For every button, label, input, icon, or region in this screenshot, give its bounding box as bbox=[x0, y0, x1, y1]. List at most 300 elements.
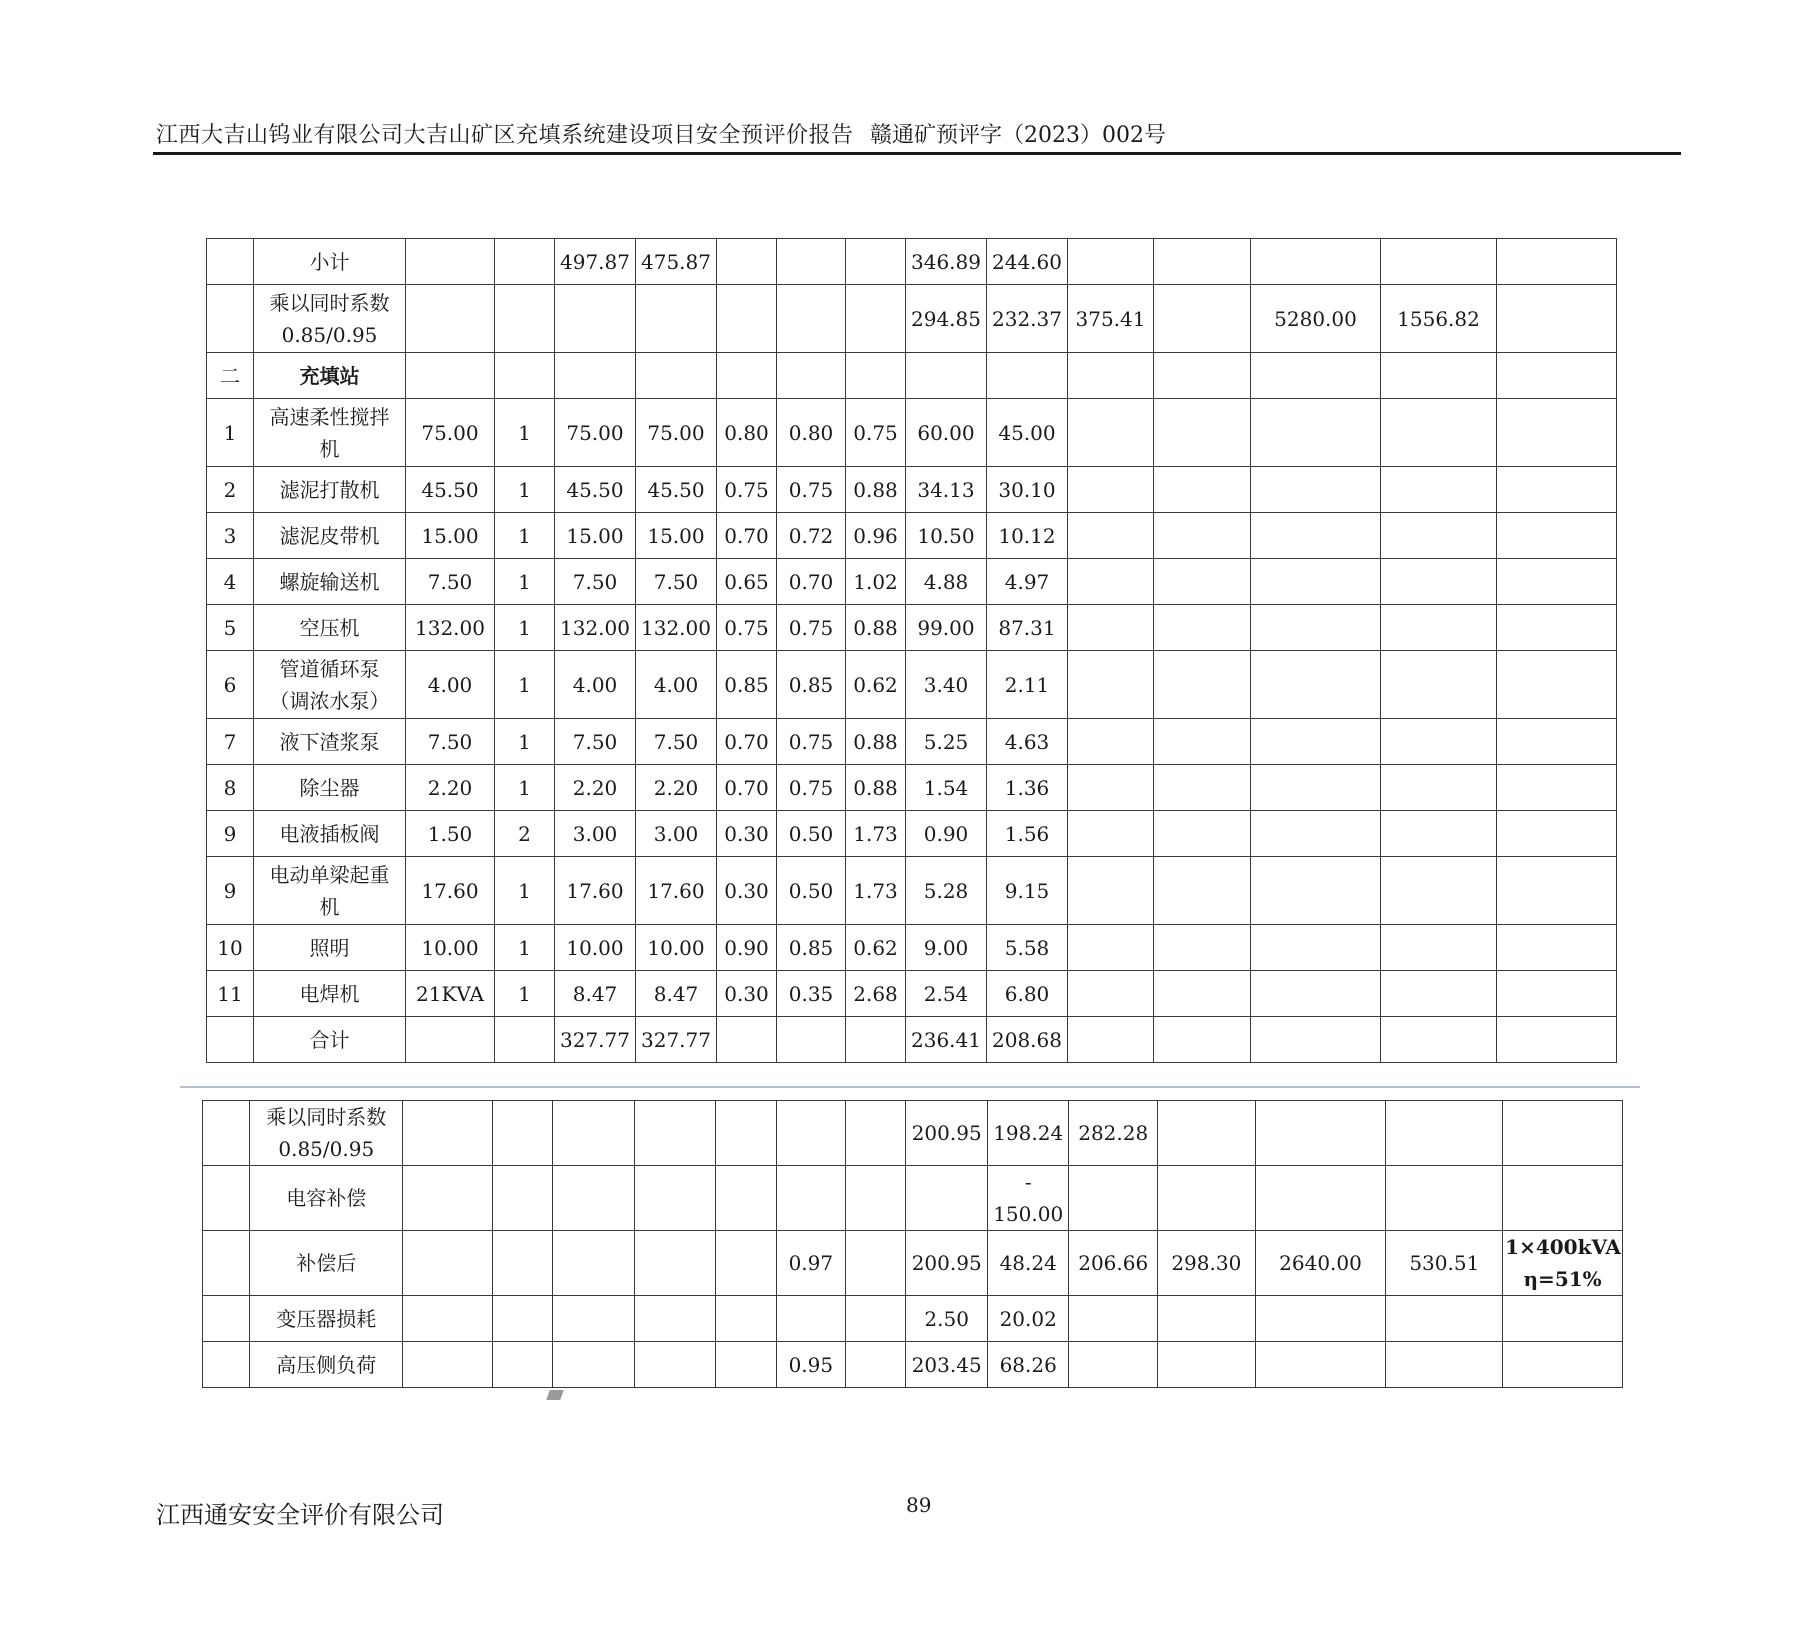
table-cell bbox=[1068, 399, 1154, 467]
table-row bbox=[207, 925, 1617, 971]
table-cell: 8.47 bbox=[555, 971, 636, 1017]
table-cell: 203.45 bbox=[906, 1342, 988, 1388]
table-cell: 9.00 bbox=[906, 925, 987, 971]
table-cell bbox=[846, 1166, 906, 1231]
table-cell bbox=[1381, 605, 1497, 651]
table-cell bbox=[406, 1017, 495, 1063]
table-cell bbox=[403, 1231, 493, 1296]
item-name-cell: 乘以同时系数 0.85/0.95 bbox=[254, 285, 406, 353]
table-cell bbox=[1381, 811, 1497, 857]
table-cell: 7.50 bbox=[555, 559, 636, 605]
table-cell: 3.00 bbox=[636, 811, 717, 857]
table-cell: 1.50 bbox=[406, 811, 495, 857]
table-cell bbox=[492, 1342, 552, 1388]
item-name-cell: 补偿后 bbox=[250, 1231, 403, 1296]
table-cell: 0.30 bbox=[717, 811, 777, 857]
table-cell: 0.30 bbox=[717, 971, 777, 1017]
table-cell bbox=[1154, 605, 1251, 651]
item-name-cell: 电液插板阀 bbox=[254, 811, 406, 857]
table-cell: 0.90 bbox=[717, 925, 777, 971]
table-cell bbox=[1381, 1017, 1497, 1063]
item-name-cell: 乘以同时系数 0.85/0.95 bbox=[250, 1101, 403, 1166]
table-cell: 17.60 bbox=[636, 857, 717, 925]
item-name-cell: 小计 bbox=[254, 239, 406, 285]
table-cell bbox=[777, 239, 846, 285]
table-cell: 530.51 bbox=[1386, 1231, 1503, 1296]
header-doc-number: 赣通矿预评字（2023）002号 bbox=[870, 123, 1166, 148]
table-cell: 3.40 bbox=[906, 651, 987, 719]
table-cell bbox=[1497, 925, 1617, 971]
table-cell: 45.50 bbox=[636, 467, 717, 513]
table-cell: 1 bbox=[495, 651, 555, 719]
table-cell bbox=[776, 1296, 845, 1342]
table-cell: 1556.82 bbox=[1381, 285, 1497, 353]
table-cell: 0.85 bbox=[717, 651, 777, 719]
table-cell bbox=[207, 1017, 254, 1063]
table-cell: 9 bbox=[207, 857, 254, 925]
table-cell: 7.50 bbox=[406, 559, 495, 605]
table-cell bbox=[203, 1166, 250, 1231]
table-cell bbox=[1497, 239, 1617, 285]
table-cell bbox=[716, 1166, 776, 1231]
table-cell bbox=[987, 353, 1068, 399]
table-cell: 30.10 bbox=[987, 467, 1068, 513]
table-cell bbox=[1381, 719, 1497, 765]
table-cell bbox=[1255, 1166, 1386, 1231]
table-cell: 2.20 bbox=[406, 765, 495, 811]
table-cell: 0.70 bbox=[717, 513, 777, 559]
table-cell: 5 bbox=[207, 605, 254, 651]
table-cell bbox=[207, 239, 254, 285]
item-name-cell: 滤泥皮带机 bbox=[254, 513, 406, 559]
table-cell: 1 bbox=[495, 765, 555, 811]
table-cell bbox=[1158, 1101, 1256, 1166]
table-cell bbox=[553, 1231, 635, 1296]
table-cell: 2.54 bbox=[906, 971, 987, 1017]
item-name-cell: 变压器损耗 bbox=[250, 1296, 403, 1342]
table-cell: 87.31 bbox=[987, 605, 1068, 651]
table-cell bbox=[636, 353, 717, 399]
table-cell bbox=[1068, 765, 1154, 811]
table-row bbox=[207, 605, 1617, 651]
table-row bbox=[207, 765, 1617, 811]
table-cell bbox=[1497, 971, 1617, 1017]
item-name-cell: 高速柔性搅拌 机 bbox=[254, 399, 406, 467]
table-cell bbox=[1381, 765, 1497, 811]
table-cell bbox=[1497, 605, 1617, 651]
table-cell: 10.00 bbox=[406, 925, 495, 971]
table-cell bbox=[1386, 1101, 1503, 1166]
table-cell: 7.50 bbox=[636, 559, 717, 605]
table-cell: 200.95 bbox=[906, 1101, 988, 1166]
table-cell bbox=[1251, 513, 1381, 559]
table-cell bbox=[1497, 719, 1617, 765]
table-cell: 1.54 bbox=[906, 765, 987, 811]
table-cell bbox=[716, 1342, 776, 1388]
table-cell: 0.70 bbox=[717, 719, 777, 765]
table-cell bbox=[492, 1166, 552, 1231]
table-cell: 375.41 bbox=[1068, 285, 1154, 353]
table-cell: 1.73 bbox=[846, 811, 906, 857]
table-cell bbox=[1068, 559, 1154, 605]
table-cell bbox=[1069, 1296, 1158, 1342]
table-cell: 9.15 bbox=[987, 857, 1068, 925]
table-cell bbox=[1068, 513, 1154, 559]
table-cell: 5.25 bbox=[906, 719, 987, 765]
table-cell bbox=[1255, 1101, 1386, 1166]
load-table-part-2 bbox=[202, 1100, 1623, 1388]
table-cell bbox=[846, 1342, 906, 1388]
table-cell: 294.85 bbox=[906, 285, 987, 353]
table-cell: 75.00 bbox=[555, 399, 636, 467]
table-cell: 0.35 bbox=[777, 971, 846, 1017]
table-cell: 1.36 bbox=[987, 765, 1068, 811]
table-cell bbox=[1154, 559, 1251, 605]
table-cell: 4.00 bbox=[636, 651, 717, 719]
table-cell: 132.00 bbox=[555, 605, 636, 651]
table-cell: 7 bbox=[207, 719, 254, 765]
table-cell bbox=[1381, 239, 1497, 285]
table-cell bbox=[1154, 971, 1251, 1017]
table-cell: 20.02 bbox=[987, 1296, 1069, 1342]
table-cell: 0.72 bbox=[777, 513, 846, 559]
item-name-cell: 滤泥打散机 bbox=[254, 467, 406, 513]
table-cell: 11 bbox=[207, 971, 254, 1017]
table-cell bbox=[846, 1296, 906, 1342]
table-cell: 327.77 bbox=[636, 1017, 717, 1063]
table-cell: 0.75 bbox=[777, 467, 846, 513]
table-cell bbox=[403, 1296, 493, 1342]
table-cell bbox=[1068, 1017, 1154, 1063]
table-cell bbox=[776, 1101, 845, 1166]
table-cell: 5280.00 bbox=[1251, 285, 1381, 353]
table-cell bbox=[1154, 857, 1251, 925]
table-cell: 244.60 bbox=[987, 239, 1068, 285]
item-name-cell: 充填站 bbox=[254, 353, 406, 399]
table-cell: 34.13 bbox=[906, 467, 987, 513]
table-cell bbox=[495, 239, 555, 285]
table-cell bbox=[1068, 239, 1154, 285]
table-cell bbox=[846, 1231, 906, 1296]
table-row bbox=[207, 1017, 1617, 1063]
table-cell: 48.24 bbox=[987, 1231, 1069, 1296]
table-cell: 282.28 bbox=[1069, 1101, 1158, 1166]
table-cell: 200.95 bbox=[906, 1231, 988, 1296]
table-cell bbox=[492, 1101, 552, 1166]
table-row bbox=[207, 971, 1617, 1017]
table-cell bbox=[716, 1231, 776, 1296]
item-name-cell: 高压侧负荷 bbox=[250, 1342, 403, 1388]
table-cell bbox=[1503, 1101, 1623, 1166]
table-cell: 5.28 bbox=[906, 857, 987, 925]
table-cell: 2 bbox=[495, 811, 555, 857]
table-cell: 0.95 bbox=[776, 1342, 845, 1388]
table-cell bbox=[716, 1101, 776, 1166]
table-cell bbox=[403, 1342, 493, 1388]
item-name-cell: 除尘器 bbox=[254, 765, 406, 811]
table-row bbox=[207, 285, 1617, 353]
table-cell bbox=[495, 1017, 555, 1063]
table-cell: 1 bbox=[495, 605, 555, 651]
table-cell: 7.50 bbox=[636, 719, 717, 765]
table-cell bbox=[1154, 239, 1251, 285]
table-cell bbox=[636, 285, 717, 353]
table-cell bbox=[1497, 399, 1617, 467]
table-cell: 68.26 bbox=[987, 1342, 1069, 1388]
table-cell: 9 bbox=[207, 811, 254, 857]
table-cell bbox=[1497, 285, 1617, 353]
table-cell bbox=[1154, 1017, 1251, 1063]
table-cell: - 150.00 bbox=[987, 1166, 1069, 1231]
table-cell: 45.50 bbox=[555, 467, 636, 513]
table-cell bbox=[1068, 857, 1154, 925]
table-cell bbox=[634, 1166, 716, 1231]
header-rule bbox=[153, 152, 1681, 155]
table-cell: 4.00 bbox=[555, 651, 636, 719]
table-cell: 206.66 bbox=[1069, 1231, 1158, 1296]
table-cell bbox=[1069, 1342, 1158, 1388]
table-row bbox=[203, 1231, 1623, 1296]
table-cell: 1 bbox=[495, 719, 555, 765]
page-join-separator bbox=[180, 1086, 1640, 1088]
table-cell bbox=[1251, 765, 1381, 811]
table-cell: 2 bbox=[207, 467, 254, 513]
table-cell bbox=[1381, 467, 1497, 513]
table-cell bbox=[1154, 925, 1251, 971]
table-cell bbox=[1386, 1296, 1503, 1342]
table-cell: 0.75 bbox=[777, 765, 846, 811]
table-cell bbox=[1381, 857, 1497, 925]
table-cell bbox=[716, 1296, 776, 1342]
table-cell: 10.00 bbox=[555, 925, 636, 971]
table-cell bbox=[1386, 1342, 1503, 1388]
table-cell: 3 bbox=[207, 513, 254, 559]
table-cell: 1.73 bbox=[846, 857, 906, 925]
table-cell bbox=[203, 1342, 250, 1388]
table-cell: 0.80 bbox=[717, 399, 777, 467]
table-cell: 132.00 bbox=[636, 605, 717, 651]
table-cell: 0.97 bbox=[776, 1231, 845, 1296]
table-cell: 198.24 bbox=[987, 1101, 1069, 1166]
table-cell bbox=[1497, 651, 1617, 719]
table-cell bbox=[1068, 719, 1154, 765]
table-cell bbox=[1381, 513, 1497, 559]
table-cell bbox=[495, 285, 555, 353]
table-row bbox=[203, 1296, 1623, 1342]
table-row bbox=[207, 353, 1617, 399]
table-cell: 0.75 bbox=[846, 399, 906, 467]
table-cell: 45.00 bbox=[987, 399, 1068, 467]
table-cell: 99.00 bbox=[906, 605, 987, 651]
table-cell bbox=[492, 1231, 552, 1296]
table-cell bbox=[1068, 971, 1154, 1017]
table-cell bbox=[1381, 559, 1497, 605]
table-cell bbox=[1251, 971, 1381, 1017]
table-cell bbox=[1503, 1342, 1623, 1388]
table-cell: 15.00 bbox=[555, 513, 636, 559]
table-cell bbox=[1251, 1017, 1381, 1063]
item-name-cell: 螺旋输送机 bbox=[254, 559, 406, 605]
table-cell bbox=[1154, 651, 1251, 719]
table-cell bbox=[1068, 353, 1154, 399]
item-name-cell: 空压机 bbox=[254, 605, 406, 651]
table-cell: 0.88 bbox=[846, 719, 906, 765]
table-row bbox=[207, 239, 1617, 285]
table-cell: 0.75 bbox=[717, 467, 777, 513]
header-title: 江西大吉山钨业有限公司大吉山矿区充填系统建设项目安全预评价报告 bbox=[156, 123, 854, 148]
table-cell: 4.97 bbox=[987, 559, 1068, 605]
table-cell: 208.68 bbox=[987, 1017, 1068, 1063]
item-name-cell: 电焊机 bbox=[254, 971, 406, 1017]
table-cell: 1 bbox=[495, 857, 555, 925]
table-cell bbox=[1068, 467, 1154, 513]
table-cell bbox=[634, 1101, 716, 1166]
table-cell bbox=[1251, 925, 1381, 971]
table-cell: 7.50 bbox=[555, 719, 636, 765]
table-cell: 1 bbox=[495, 399, 555, 467]
table-cell: 0.65 bbox=[717, 559, 777, 605]
table-cell: 4.63 bbox=[987, 719, 1068, 765]
table-cell: 15.00 bbox=[636, 513, 717, 559]
table-cell: 7.50 bbox=[406, 719, 495, 765]
item-name-cell: 电容补偿 bbox=[250, 1166, 403, 1231]
table-cell bbox=[1068, 925, 1154, 971]
table-cell bbox=[553, 1296, 635, 1342]
table-cell bbox=[634, 1342, 716, 1388]
table-cell bbox=[492, 1296, 552, 1342]
table-cell: 2.68 bbox=[846, 971, 906, 1017]
table-cell: 4.88 bbox=[906, 559, 987, 605]
table-cell bbox=[1251, 811, 1381, 857]
table-cell: 2.20 bbox=[555, 765, 636, 811]
table-cell bbox=[1497, 1017, 1617, 1063]
table-row bbox=[203, 1101, 1623, 1166]
table-cell: 二 bbox=[207, 353, 254, 399]
table-row bbox=[207, 811, 1617, 857]
table-cell bbox=[207, 285, 254, 353]
table-cell bbox=[495, 353, 555, 399]
table-cell: 1.56 bbox=[987, 811, 1068, 857]
table-cell: 5.58 bbox=[987, 925, 1068, 971]
table-cell bbox=[203, 1231, 250, 1296]
table-cell bbox=[1381, 399, 1497, 467]
item-name-cell: 电动单梁起重 机 bbox=[254, 857, 406, 925]
table-cell bbox=[203, 1101, 250, 1166]
table-cell: 8.47 bbox=[636, 971, 717, 1017]
table-cell: 298.30 bbox=[1158, 1231, 1256, 1296]
table-cell: 236.41 bbox=[906, 1017, 987, 1063]
table-cell bbox=[1154, 353, 1251, 399]
table-cell bbox=[1497, 765, 1617, 811]
table-row bbox=[207, 399, 1617, 467]
table-cell bbox=[1154, 719, 1251, 765]
item-name-cell: 照明 bbox=[254, 925, 406, 971]
table-cell bbox=[1497, 467, 1617, 513]
table-cell: 75.00 bbox=[636, 399, 717, 467]
footer-company: 江西通安安全评价有限公司 bbox=[156, 1501, 444, 1529]
table-cell bbox=[1497, 559, 1617, 605]
table-cell bbox=[553, 1342, 635, 1388]
table-cell bbox=[846, 1017, 906, 1063]
table-cell: 10.12 bbox=[987, 513, 1068, 559]
table-cell: 0.80 bbox=[777, 399, 846, 467]
table-cell bbox=[403, 1166, 493, 1231]
table-cell: 346.89 bbox=[906, 239, 987, 285]
table-cell: 2.50 bbox=[906, 1296, 988, 1342]
table-cell: 21KVA bbox=[406, 971, 495, 1017]
table-cell: 1.02 bbox=[846, 559, 906, 605]
table-cell: 0.30 bbox=[717, 857, 777, 925]
table-cell: 3.00 bbox=[555, 811, 636, 857]
table-cell: 2.20 bbox=[636, 765, 717, 811]
table-cell bbox=[1497, 811, 1617, 857]
table-cell bbox=[1381, 353, 1497, 399]
table-cell: 0.85 bbox=[777, 925, 846, 971]
table-cell bbox=[1068, 651, 1154, 719]
table-cell bbox=[1154, 285, 1251, 353]
table-cell bbox=[846, 1101, 906, 1166]
table-cell: 1 bbox=[207, 399, 254, 467]
scan-mark bbox=[546, 1390, 564, 1400]
table-cell: 132.00 bbox=[406, 605, 495, 651]
page-number: 89 bbox=[906, 1493, 932, 1517]
table-cell: 1×400kVA η=51% bbox=[1503, 1231, 1623, 1296]
table-cell: 0.75 bbox=[777, 719, 846, 765]
table-row bbox=[207, 467, 1617, 513]
table-cell: 15.00 bbox=[406, 513, 495, 559]
table-cell: 0.50 bbox=[777, 811, 846, 857]
table-cell: 10.00 bbox=[636, 925, 717, 971]
table-cell bbox=[906, 1166, 988, 1231]
table-cell: 0.70 bbox=[717, 765, 777, 811]
table-cell: 6 bbox=[207, 651, 254, 719]
table-cell bbox=[1503, 1296, 1623, 1342]
table-cell: 1 bbox=[495, 467, 555, 513]
table-cell: 2.11 bbox=[987, 651, 1068, 719]
table-cell bbox=[1381, 925, 1497, 971]
table-cell bbox=[1381, 651, 1497, 719]
table-cell bbox=[1251, 857, 1381, 925]
table-cell: 6.80 bbox=[987, 971, 1068, 1017]
table-cell: 75.00 bbox=[406, 399, 495, 467]
table-cell bbox=[1497, 353, 1617, 399]
table-cell bbox=[1251, 719, 1381, 765]
table-cell: 17.60 bbox=[555, 857, 636, 925]
table-cell: 45.50 bbox=[406, 467, 495, 513]
table-cell: 4 bbox=[207, 559, 254, 605]
table-cell: 8 bbox=[207, 765, 254, 811]
table-cell bbox=[403, 1101, 493, 1166]
table-cell: 60.00 bbox=[906, 399, 987, 467]
table-cell bbox=[1497, 513, 1617, 559]
table-cell bbox=[634, 1296, 716, 1342]
table-cell bbox=[1255, 1296, 1386, 1342]
table-cell bbox=[1255, 1342, 1386, 1388]
table-cell bbox=[777, 353, 846, 399]
table-cell bbox=[1158, 1342, 1256, 1388]
table-cell bbox=[1154, 765, 1251, 811]
table-row bbox=[207, 857, 1617, 925]
table-cell: 0.70 bbox=[777, 559, 846, 605]
table-row bbox=[207, 719, 1617, 765]
table-cell: 1 bbox=[495, 925, 555, 971]
table-row bbox=[207, 559, 1617, 605]
table-cell bbox=[906, 353, 987, 399]
table-cell: 475.87 bbox=[636, 239, 717, 285]
table-cell bbox=[1251, 559, 1381, 605]
table-cell bbox=[846, 285, 906, 353]
table-cell bbox=[553, 1101, 635, 1166]
